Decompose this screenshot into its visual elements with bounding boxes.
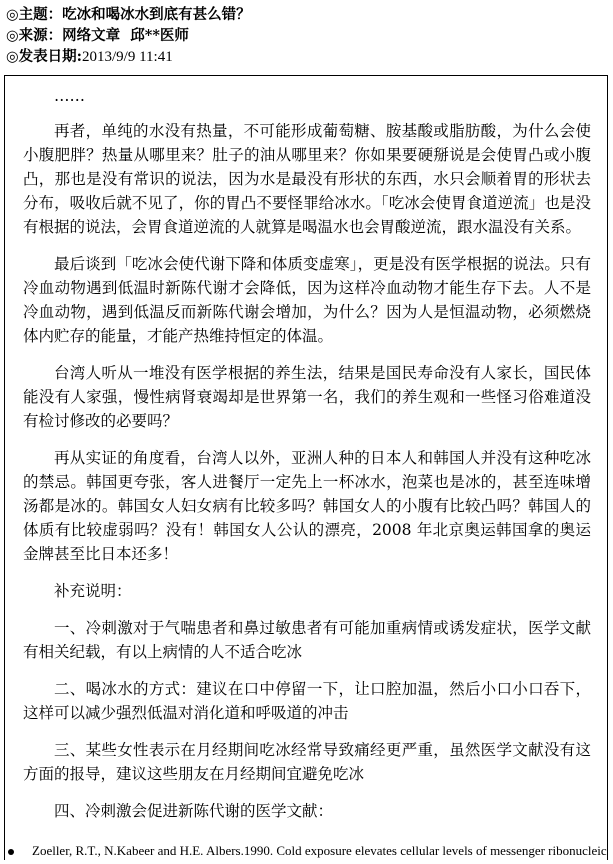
paragraph: 再从实证的角度看，台湾人以外，亚洲人种的日本人和韩国人并没有这种吃冰的禁忌。韩国更夸张，客人进餐厅一定先上一杯冰水，泡菜也是冰的，甚至连味增汤都是冰的。韩国女人妇女病有比较多吗？韩国女人的小腹有比较凸吗？韩国人的体质有比较虚弱吗？没有！韩国女人公认的漂亮，2008 年北京奥运韩国拿的奥运金牌甚至比日本还多！ <box>23 449 591 563</box>
paragraph: 最后谈到「吃冰会使代谢下降和体质变虚寒」，更是没有医学根据的说法。只有冷血动物遇到低温时新陈代谢才会降低，因为这样冷血动物才能生存下去。人不是冷血动物，遇到低温反而新陈代谢会增加，为什么？因为人是恒温动物，必须燃烧体内贮存的能量，才能产热维持恒定的体温。 <box>23 255 591 345</box>
date-label: 发表日期: <box>18 48 83 65</box>
circle-marker-icon: ◎ <box>6 6 19 23</box>
date-text: 2013/9/9 11:41 <box>82 49 173 65</box>
source-label: 来源： <box>18 27 63 44</box>
ellipsis-line: …… <box>54 87 85 105</box>
circle-marker-icon: ◎ <box>6 27 19 44</box>
reference-item <box>6 842 607 860</box>
supplement-item: 四、冷刺激会促进新陈代谢的医学文献： <box>54 802 334 820</box>
supplement-heading: 补充说明： <box>54 582 132 600</box>
topic-label: 主题： <box>18 6 63 23</box>
article-frame <box>4 75 608 860</box>
topic-text: 吃冰和喝冰水到底有甚么错？ <box>62 6 251 23</box>
paragraph: 再者，单纯的水没有热量，不可能形成葡萄糖、胺基酸或脂肪酸，为什么会使小腹肥胖？热量从哪里来？肚子的油从哪里来？你如果要硬掰说是会使胃凸或小腹凸，那也是没有常识的说法，因为水是最没有形状的东西，水只会顺着胃的形状去分布，吸收后就不见了，你的胃凸不要怪罪给冰水。「吃冰会使胃食道逆流」也是没有根据的说法，会胃食道逆流的人就算是喝温水也会胃酸逆流，跟水温没有关系。 <box>23 122 591 236</box>
supplement-item: 一、冷刺激对于气喘患者和鼻过敏患者有可能加重病情或诱发症状，医学文献有相关纪载，有以上病情的人不适合吃冰 <box>23 619 591 661</box>
bullet-icon <box>8 849 14 855</box>
source-text: 网络文章 邱**医师 <box>62 27 189 44</box>
paragraph: 台湾人听从一堆没有医学根据的养生法，结果是国民寿命没有人家长，国民体能没有人家强，慢性病肾衰竭却是世界第一名，我们的养生观和一些怪习俗难道没有检讨修改的必要吗？ <box>23 364 591 430</box>
supplement-item: 二、喝冰水的方式：建议在口中停留一下，让口腔加温，然后小口小口吞下，这样可以减少强烈低温对消化道和呼吸道的冲击 <box>23 680 591 722</box>
date-line <box>6 46 606 67</box>
reference-text: Zoeller, R.T., N.Kabeer and H.E. Albers.1990. Cold exposure elevates cellular levels of messenger ribonucleic <box>32 843 607 858</box>
topic-line <box>6 4 606 25</box>
circle-marker-icon: ◎ <box>6 48 19 65</box>
source-line <box>6 25 606 46</box>
header-block <box>6 4 606 67</box>
supplement-item: 三、某些女性表示在月经期间吃冰经常导致痛经更严重，虽然医学文献没有这方面的报导，建议这些朋友在月经期间宜避免吃冰 <box>23 741 591 783</box>
article-body <box>23 84 591 836</box>
